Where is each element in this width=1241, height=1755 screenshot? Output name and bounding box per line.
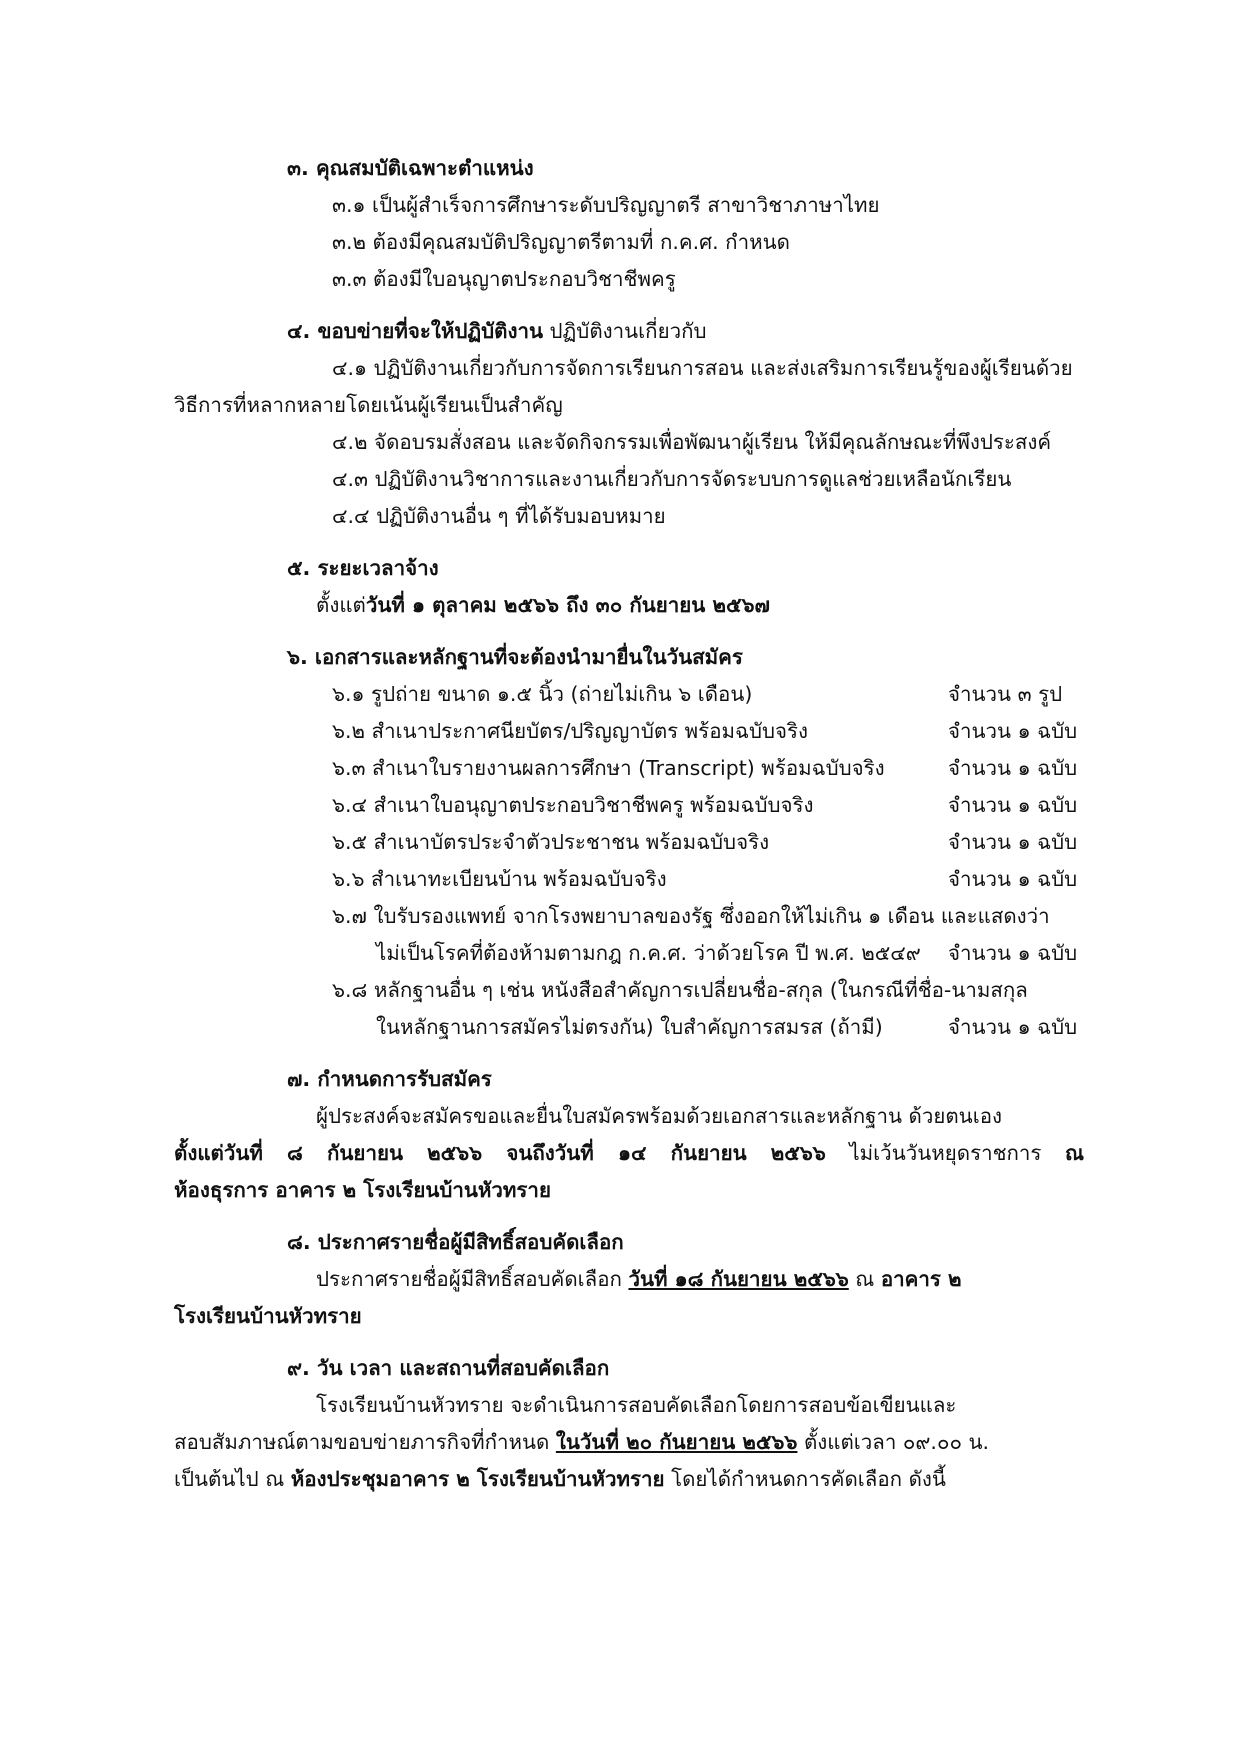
section-8-date: วันที่ ๑๘ กันยายน ๒๕๖๖ [628,1267,849,1291]
section-9-heading: ๙. วัน เวลา และสถานที่สอบคัดเลือก [287,1356,610,1380]
section-7-note: ไม่เว้นวันหยุดราชการ [825,1141,1065,1165]
section-8-line-2: โรงเรียนบ้านหัวทราย [174,1304,362,1328]
section-4-item-2: ๔.๒ จัดอบรมสั่งสอน และจัดกิจกรรมเพื่อพัฒนาผู้เรียน ให้มีคุณลักษณะที่พึงประสงค์ [332,430,1052,454]
section-6-item-3-qty: จำนวน ๑ ฉบับ [948,756,1078,780]
section-9-time: ตั้งแต่เวลา ๐๙.๐๐ น. [797,1430,990,1454]
section-6-item-7-qty: จำนวน ๑ ฉบับ [948,941,1078,965]
section-3-item-3: ๓.๓ ต้องมีใบอนุญาตประกอบวิชาชีพครู [332,267,676,291]
section-6-item-7-line-2: ไม่เป็นโรคที่ต้องห้ามตามกฎ ก.ค.ศ. ว่าด้วยโรค ปี พ.ศ. ๒๕๔๙ [376,941,921,965]
section-7-line-2 [174,1139,1084,1167]
section-9-line-2 [174,1428,989,1456]
section-9-venue: ห้องประชุมอาคาร ๒ โรงเรียนบ้านหัวทราย [290,1467,665,1491]
section-6-item-8-line-2: ในหลักฐานการสมัครไม่ตรงกัน) ใบสำคัญการสมรส (ถ้ามี) [376,1015,883,1039]
section-3-heading: ๓. คุณสมบัติเฉพาะตำแหน่ง [287,156,534,180]
section-3-item-1: ๓.๑ เป็นผู้สำเร็จการศึกษาระดับปริญญาตรี สาขาวิชาภาษาไทย [332,193,880,217]
section-6-item-2-qty: จำนวน ๑ ฉบับ [948,719,1078,743]
section-6-item-8-line-1: ๖.๘ หลักฐานอื่น ๆ เช่น หนังสือสำคัญการเปลี่ยนชื่อ-สกุล (ในกรณีที่ชื่อ-นามสกุล [332,978,1028,1002]
section-5-prefix: ตั้งแต่ [316,593,366,617]
section-4-heading-line [287,317,707,345]
section-5-heading: ๕. ระยะเวลาจ้าง [287,556,439,580]
section-9-line-3 [174,1465,946,1493]
section-4-item-4: ๔.๔ ปฏิบัติงานอื่น ๆ ที่ได้รับมอบหมาย [332,504,666,528]
section-6-item-1: ๖.๑ รูปถ่าย ขนาด ๑.๕ นิ้ว (ถ่ายไม่เกิน ๖ เดือน) [332,682,753,706]
section-6-item-1-qty: จำนวน ๓ รูป [948,682,1063,706]
section-6-heading: ๖. เอกสารและหลักฐานที่จะต้องนำมายื่นในวันสมัคร [287,645,743,669]
section-9-line-1: โรงเรียนบ้านหัวทราย จะดำเนินการสอบคัดเลือกโดยการสอบข้อเขียนและ [316,1393,957,1417]
section-7-heading: ๗. กำหนดการรับสมัคร [287,1067,492,1091]
section-4-item-1-line-1: ๔.๑ ปฏิบัติงานเกี่ยวกับการจัดการเรียนการสอน และส่งเสริมการเรียนรู้ของผู้เรียนด้วย [332,356,1073,380]
section-5-period: วันที่ ๑ ตุลาคม ๒๕๖๖ ถึง ๓๐ กันยายน ๒๕๖๗ [365,593,770,617]
section-4-item-1-line-2: วิธีการที่หลากหลายโดยเน้นผู้เรียนเป็นสำคัญ [174,393,563,417]
section-9-prefix: เป็นต้นไป ณ [174,1467,291,1491]
section-4-heading: ๔. ขอบข่ายที่จะให้ปฏิบัติงาน [287,319,544,343]
section-8-heading: ๘. ประกาศรายชื่อผู้มีสิทธิ์สอบคัดเลือก [287,1230,624,1254]
section-6-item-8-qty: จำนวน ๑ ฉบับ [948,1015,1078,1039]
section-6-item-4-qty: จำนวน ๑ ฉบับ [948,793,1078,817]
section-9-date: ในวันที่ ๒๐ กันยายน ๒๕๖๖ [555,1430,798,1454]
section-9-text: สอบสัมภาษณ์ตามขอบข่ายภารกิจที่กำหนด [174,1430,556,1454]
section-6-item-5: ๖.๕ สำเนาบัตรประจำตัวประชาชน พร้อมฉบับจริง [332,830,770,854]
section-6-item-5-qty: จำนวน ๑ ฉบับ [948,830,1078,854]
section-6-item-6-qty: จำนวน ๑ ฉบับ [948,867,1078,891]
section-3-item-2: ๓.๒ ต้องมีคุณสมบัติปริญญาตรีตามที่ ก.ค.ศ. กำหนด [332,230,790,254]
section-8-line-1 [316,1265,962,1293]
section-5-period-line [316,591,770,619]
section-8-at: ณ [848,1267,881,1291]
section-6-item-7-line-1: ๖.๗ ใบรับรองแพทย์ จากโรงพยาบาลของรัฐ ซึ่งออกให้ไม่เกิน ๑ เดือน และแสดงว่า [332,904,1050,928]
section-7-line-1: ผู้ประสงค์จะสมัครขอและยื่นใบสมัครพร้อมด้วยเอกสารและหลักฐาน ด้วยตนเอง [316,1104,1003,1128]
section-6-item-3: ๖.๓ สำเนาใบรายงานผลการศึกษา (Transcript) พร้อมฉบับจริง [332,756,885,780]
section-6-item-4: ๖.๔ สำเนาใบอนุญาตประกอบวิชาชีพครู พร้อมฉบับจริง [332,793,814,817]
section-7-dates: ตั้งแต่วันที่ ๘ กันยายน ๒๕๖๖ จนถึงวันที่ ๑๔ กันยายน ๒๕๖๖ [174,1141,826,1165]
section-8-building: อาคาร ๒ [880,1267,962,1291]
section-9-suffix: โดยได้กำหนดการคัดเลือก ดังนี้ [664,1467,946,1491]
section-6-item-6: ๖.๖ สำเนาทะเบียนบ้าน พร้อมฉบับจริง [332,867,667,891]
section-6-item-2: ๖.๒ สำเนาประกาศนียบัตร/ปริญญาบัตร พร้อมฉบับจริง [332,719,809,743]
section-4-heading-tail: ปฏิบัติงานเกี่ยวกับ [543,319,707,343]
section-8-text: ประกาศรายชื่อผู้มีสิทธิ์สอบคัดเลือก [316,1267,629,1291]
section-7-line-3: ห้องธุรการ อาคาร ๒ โรงเรียนบ้านหัวทราย [174,1178,551,1202]
section-4-item-3: ๔.๓ ปฏิบัติงานวิชาการและงานเกี่ยวกับการจัดระบบการดูแลช่วยเหลือนักเรียน [332,467,1012,491]
section-7-at: ณ [1064,1141,1085,1165]
